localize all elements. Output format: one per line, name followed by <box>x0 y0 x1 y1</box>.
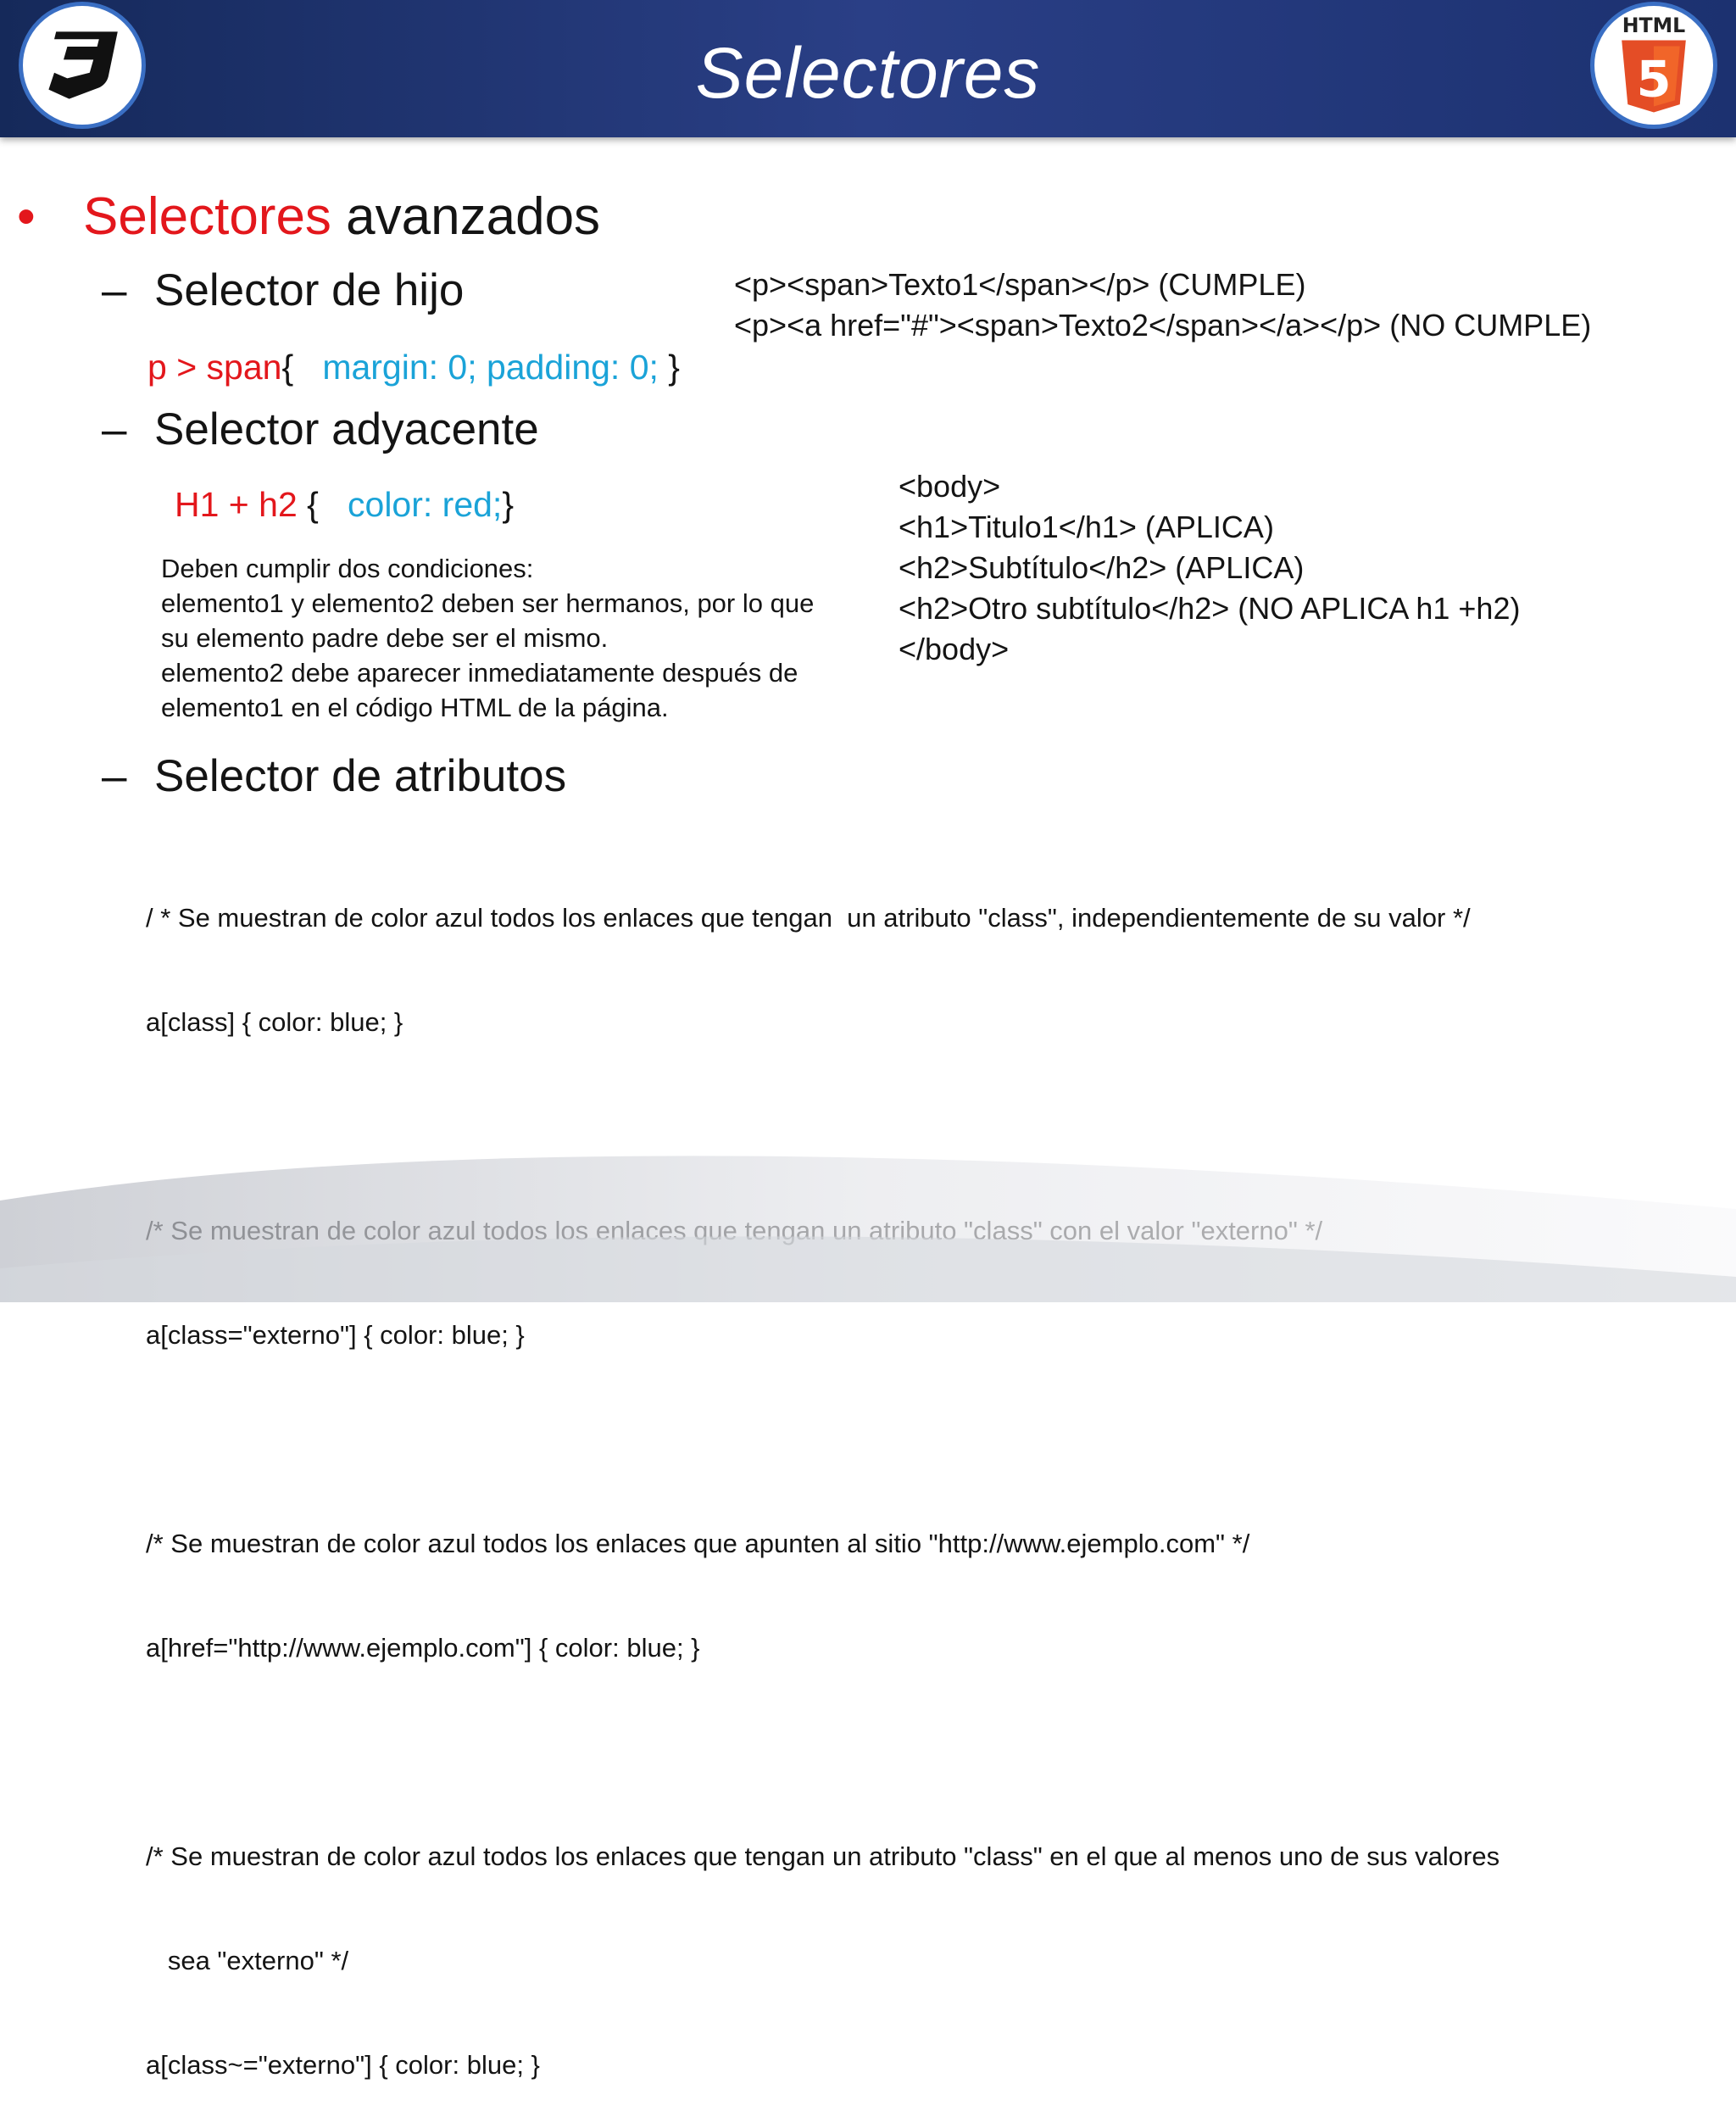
code-line <box>146 1422 1500 1457</box>
slide-title: Selectores <box>695 33 1041 113</box>
svg-text:HTML: HTML <box>1622 13 1686 37</box>
code-line <box>146 1735 1500 1769</box>
child-example-1: <p><span>Texto1</span></p> (CUMPLE) <box>734 267 1306 302</box>
rule-open: { <box>297 485 348 524</box>
child-css-rule <box>147 348 680 387</box>
code-line: /* Se muestran de color azul todos los enlaces que apunten al sitio "http://www.ejemplo.com" */ <box>146 1529 1250 1558</box>
code-line: a[class] { color: blue; } <box>146 1007 403 1037</box>
rule-selector: H1 + h2 <box>175 485 298 524</box>
adjacent-css-rule <box>175 485 514 525</box>
main-bullet <box>17 187 600 247</box>
heading-child-selector <box>102 265 464 316</box>
bottom-swoosh-decoration <box>0 1099 1736 1302</box>
svg-text:5: 5 <box>1636 49 1672 109</box>
rule-body: margin: 0; padding: 0; <box>322 348 659 387</box>
dash: – <box>102 751 127 801</box>
adjacent-example-line: <h2>Otro subtítulo</h2> (NO APLICA h1 +h2) <box>899 591 1521 626</box>
heading-attribute-selector <box>102 750 566 802</box>
html5-logo-icon <box>1603 10 1705 120</box>
code-line: a[class~="externo"] { color: blue; } <box>146 2050 540 2080</box>
heading-text: Selector de atributos <box>154 751 567 801</box>
adjacent-example-line: </body> <box>899 632 1010 666</box>
adjacent-example-line: <body> <box>899 469 1001 504</box>
attribute-code-block <box>146 831 1500 2117</box>
rule-close: } <box>502 485 515 524</box>
heading-text: Selector adyacente <box>154 404 539 454</box>
rule-body: color: red; <box>348 485 503 524</box>
adjacent-example-line: <h1>Titulo1</h1> (APLICA) <box>899 510 1274 544</box>
dash: – <box>102 404 127 454</box>
rule-close: } <box>658 348 680 387</box>
adjacent-conditions: Deben cumplir dos condiciones: elemento1 y elemento2 deben ser hermanos, por lo que su elemento padre debe ser el mismo. elemento2 debe aparecer inmediatamente después de elemento1 en el código HTML de la página. <box>161 554 815 722</box>
adjacent-example <box>899 466 1520 670</box>
adjacent-example-line: <h2>Subtítulo</h2> (APLICA) <box>899 550 1305 585</box>
child-example-2: <p><a href="#"><span>Texto2</span></a></p> (NO CUMPLE) <box>734 308 1592 343</box>
code-line: / * Se muestran de color azul todos los enlaces que tengan un atributo "class", independientemente de su valor */ <box>146 903 1471 933</box>
bullet-accent: Selectores <box>83 187 331 246</box>
dash: – <box>102 265 127 315</box>
child-examples <box>734 265 1591 346</box>
code-line: sea "externo" */ <box>146 1946 349 1975</box>
bullet-rest: avanzados <box>331 187 601 246</box>
rule-open: { <box>281 348 323 387</box>
html5-logo <box>1590 2 1717 129</box>
slide-header <box>0 0 1736 137</box>
code-line: a[class="externo"] { color: blue; } <box>146 1320 525 1350</box>
code-line: /* Se muestran de color azul todos los enlaces que tengan un atributo "class" en el que al menos uno de sus valores <box>146 1841 1500 1871</box>
heading-adjacent-selector <box>102 404 539 455</box>
rule-selector: p > span <box>147 348 282 387</box>
code-line: a[href="http://www.ejemplo.com"] { color: blue; } <box>146 1633 700 1663</box>
heading-text: Selector de hijo <box>154 265 465 315</box>
bullet-dot: • <box>17 187 36 246</box>
